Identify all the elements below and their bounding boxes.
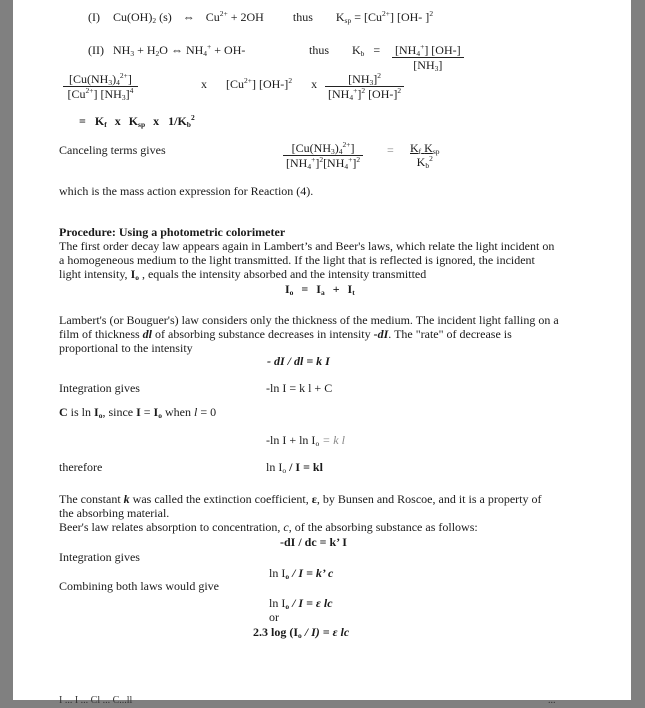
fraction-kf: $\frac{[Cu(NH_3)_4^{2+}]}{[Cu^{2+}] [NH_3]^4}$ — [63, 72, 138, 101]
product-middle: x $[Cu^{2+}]$ $[OH-]^2$ x — [201, 76, 318, 91]
equation-2-thus: thus — [309, 43, 330, 57]
canceling-fraction: $\frac{[Cu(NH_3)_4^{2+}]}{[NH_4^+]^2[NH_4^+]^2}$ — [283, 141, 363, 170]
beer-law-paragraph: Beer's law relates absorption to concentration, c, of the absorbing substance as follows: — [59, 520, 478, 534]
integration-constant-text: C is $\ln I_o$, since $I = I_o$ when l = 0 — [59, 405, 217, 420]
cut-off-text-left: I ... I ... Cl ... C...ll — [59, 695, 133, 706]
equation-1: (I) $Cu(OH)_2$ (s) ⇔ $Cu^{2+} + 2OH$ thus $K_{sp} = [Cu^{2+}]$ [OH- ]$^2$ — [88, 9, 434, 25]
document-page — [13, 0, 631, 706]
cut-off-text-right: ... — [548, 695, 556, 706]
or-text: or — [269, 610, 279, 624]
therefore-equation: $\ln I_o$ / I = kl — [266, 460, 323, 475]
result-expression: = $K_f$ x $K_{sp}$ x $1/K_b^2$ — [79, 113, 195, 129]
product-expression — [63, 72, 138, 101]
equilibrium-arrow-icon: ⇔ — [182, 10, 195, 24]
lambert-combined-equation: -ln $I + \ln I_o = k$ l — [266, 433, 345, 448]
equation-2-kb: $K_b$ = — [352, 43, 381, 58]
extinction-coefficient-paragraph: The constant k was called the extinction coefficient, ε, by Bunsen and Roscoe, and it is a property of the absorbing material. — [59, 492, 542, 521]
fraction-inverse-kb: $\frac{[NH_3]^2}{[NH_4^+]^2 [OH-]^2}$ — [325, 72, 404, 101]
lambert-integration-equation: -ln I = k l + C — [266, 381, 333, 395]
combining-label: Combining both laws would give — [59, 579, 219, 593]
beer-differential-equation: -dI / dc = k’ I — [280, 535, 347, 549]
equilibrium-arrow-icon: ⇔ — [170, 43, 183, 57]
equation-2-kb-fraction: $\frac{[NH_4^+] [OH-]}{[NH_3]}$ — [392, 43, 464, 72]
mass-action-text: which is the mass action expression for Reaction (4). — [59, 184, 314, 198]
canceling-label: Canceling terms gives — [59, 143, 166, 157]
lambert-differential-equation: - dI / dl = k I — [267, 354, 330, 368]
lambert-paragraph: Lambert's (or Bouguer's) law considers only the thickness of the medium. The incident light falling on a film of thickness dl of absorbing substance decreases in intensity -dI. The "rate" of decrease is proportional to the intensity — [59, 313, 559, 356]
canceling-rhs: $\frac{K_f K_{sp}}{K_b^2}$ — [410, 141, 440, 170]
canceling-equals: = — [387, 143, 394, 157]
log-form-equation: 2.3 $\log (I_o / I) = \varepsilon$ lc — [253, 625, 350, 640]
equation-2: (II) $NH_3 + H_2O$ ⇔ $NH_4^+ + OH-$ — [88, 42, 246, 58]
procedure-paragraph: The first order decay law appears again in Lambert’s and Beer's laws, which relate the light incident on a homogeneous medium to the light transmitted. If the light that is reflected is ignored, the incident light intensity, $I_o$ , equals the intensity absorbed and the intensity transmitted — [59, 239, 555, 283]
beer-integration-equation: $\ln I_o / I = k$’ c — [269, 566, 334, 581]
lambert-integration-label: Integration gives — [59, 381, 140, 395]
procedure-heading: Procedure: Using a photometric colorimeter — [59, 225, 286, 239]
intensity-equation: $I_o = I_a + I_t$ — [285, 282, 355, 297]
beer-integration-label: Integration gives — [59, 550, 140, 564]
combined-law-equation: $\ln I_o / I = \varepsilon$ lc — [269, 596, 333, 611]
therefore-label: therefore — [59, 460, 103, 474]
